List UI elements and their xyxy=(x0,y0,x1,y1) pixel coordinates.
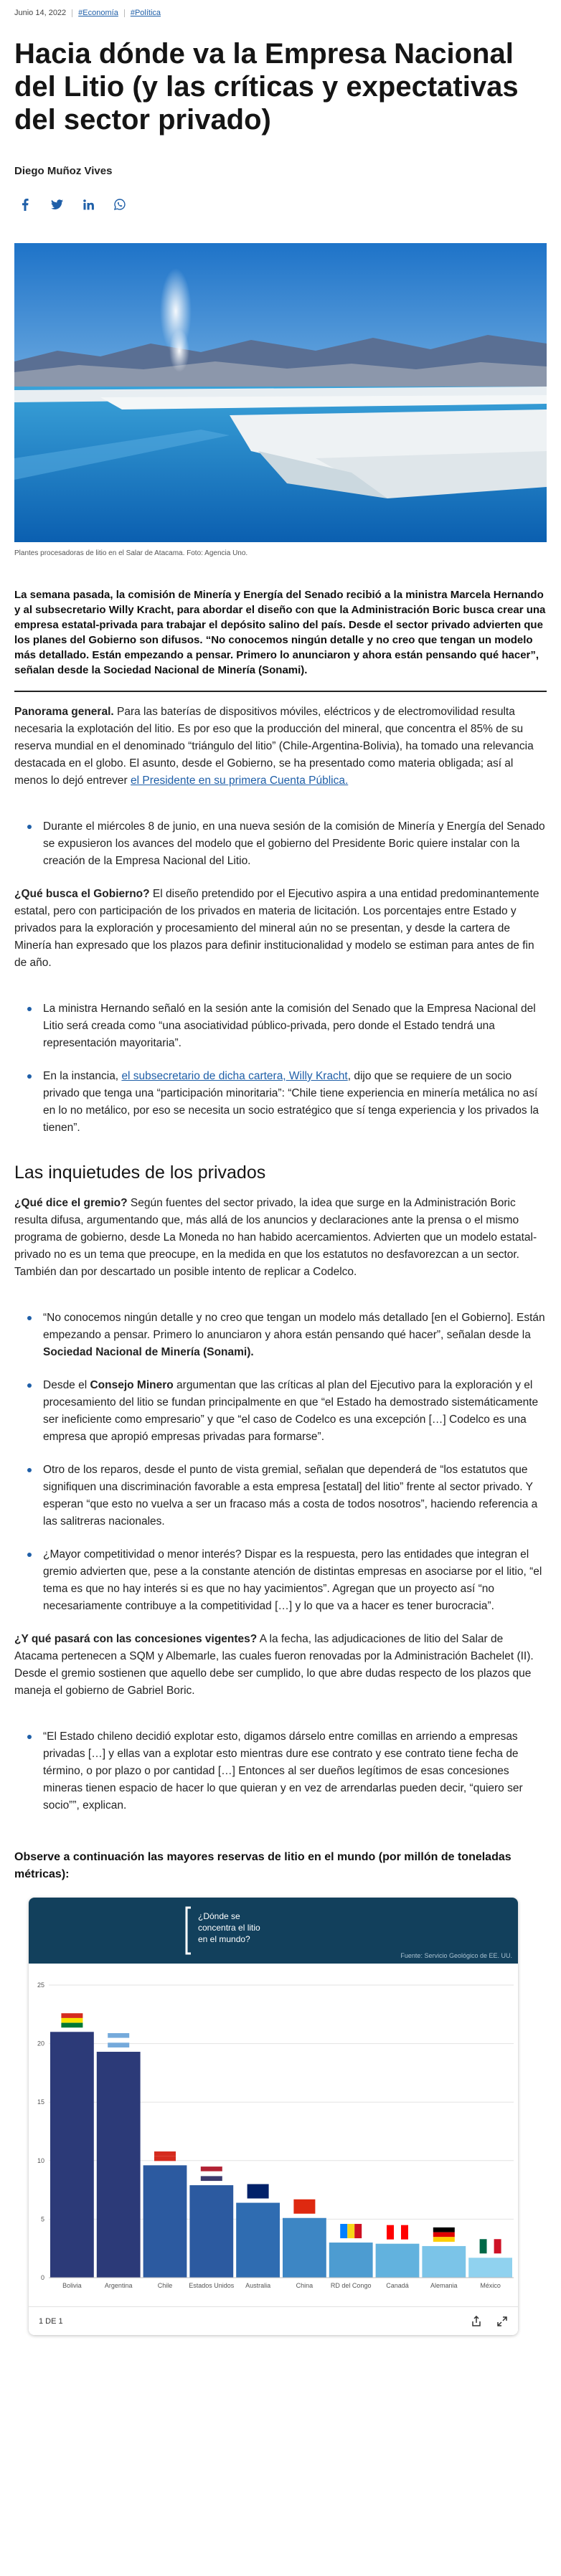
y-tick-label: 15 xyxy=(37,2098,44,2106)
chart-heading: Observe a continuación las mayores reservas de litio en el mundo (por millón de toneladas métricas): xyxy=(14,1851,512,1880)
article-meta xyxy=(14,0,547,17)
bullet-list xyxy=(14,1728,547,1814)
bullet-text: argumentan que las críticas al plan del Ejecutivo para la exploración y el procesamiento del litio se fundan principalmente en que “el Estado ha demostrado sistemáticamente ser ineficiente como empresario” y que “el caso de Codelco es una excepción […] Codelco es una empresa que apropió empresas privadas para formarse”. xyxy=(43,1379,539,1443)
bullet-item xyxy=(43,1546,547,1615)
x-tick-label: Argentina xyxy=(104,2282,133,2289)
y-tick-label: 5 xyxy=(40,2215,44,2223)
flag-stripe xyxy=(494,2239,501,2253)
facebook-icon[interactable] xyxy=(19,198,32,211)
subsecretario-link[interactable]: el subsecretario de dicha cartera, Willy Kracht xyxy=(121,1070,348,1082)
flag-stripe xyxy=(401,2225,408,2240)
linkedin-icon[interactable] xyxy=(82,198,95,211)
flag-stripe xyxy=(248,2184,269,2199)
paragraph-text: Para las baterías de dispositivos móviles, eléctricos y de electromovilidad resulta necesaria la explotación del litio. Es por eso que la producción del mineral, que concentra el 85% de su reserva mundial en el denominado “triángulo del litio” (Chile-Argentina-Bolivia), ha tomado una relevancia destacada en el globo. El asunto, desde el Gobierno, se ha presentado como materia obligada; así al menos lo dejó entrever xyxy=(14,706,534,787)
x-tick-label: Alemania xyxy=(430,2282,458,2289)
x-tick-label: RD del Congo xyxy=(330,2282,372,2289)
bullet-text: La ministra Hernando señaló en la sesión ante la comisión del Senado que la Empresa Nacional del Litio será creada como “una asociatividad público-privada, pero donde el Estado tendrá una representación mayoritaria”. xyxy=(43,1003,536,1049)
flag-stripe xyxy=(394,2225,401,2240)
y-tick-label: 0 xyxy=(40,2274,44,2281)
flag-stripe xyxy=(61,2018,82,2023)
flag-stripe xyxy=(201,2176,222,2181)
share-icon[interactable] xyxy=(471,2316,482,2327)
flag-stripe xyxy=(108,2033,129,2038)
x-tick-label: Canadá xyxy=(386,2282,409,2289)
paragraph-gremio xyxy=(14,1195,547,1281)
flag-stripe xyxy=(201,2167,222,2172)
x-tick-label: China xyxy=(296,2282,314,2289)
chart-title-line: en el mundo? xyxy=(198,1934,250,1944)
y-tick-label: 10 xyxy=(37,2156,44,2164)
flag-stripe xyxy=(293,2199,315,2214)
paragraph-panorama xyxy=(14,704,547,790)
flag-stripe xyxy=(61,2013,82,2018)
x-tick-label: Australia xyxy=(245,2282,271,2289)
salar-photo xyxy=(14,243,547,542)
bullet-item xyxy=(43,1000,547,1052)
flag-stripe xyxy=(354,2224,362,2238)
bullet-item xyxy=(43,1377,547,1446)
bullet-text: ¿Mayor competitividad o menor interés? Dispar es la respuesta, pero las entidades que integran el gremio advierten que, pese a la constante atención de distintas empresas en asociarse por el litio, “el tema es que no hay interés si es que no hay yacimientos”. Agregan que un proyecto así “no necesariamente contribuye a la competitividad […] y lo que va a hacer es tener burocracia”. xyxy=(43,1548,542,1612)
chart-footer xyxy=(29,2306,518,2335)
hero-caption: Plantes procesadoras de litio en el Salar de Atacama. Foto: Agencia Uno. xyxy=(14,549,248,557)
flag-stripe xyxy=(433,2237,455,2242)
bar-rd-del-congo xyxy=(329,2243,373,2278)
paragraph-concesiones xyxy=(14,1631,547,1700)
bar-chile xyxy=(143,2165,187,2278)
tag-politica[interactable]: #Política xyxy=(130,9,161,17)
flag-stripe xyxy=(201,2172,222,2177)
lead-divider xyxy=(14,691,547,692)
bullet-item: Durante el miércoles 8 de junio, en una nueva sesión de la comisión de Minería y Energía del Senado se expusieron los avances del modelo que el gobierno del Presidente Boric quiere instalar con la creación de la Empresa Nacional del Litio. xyxy=(43,818,547,870)
chart-actions xyxy=(471,2316,508,2327)
publish-date: Junio 14, 2022 xyxy=(14,9,67,17)
lithium-reserves-chart xyxy=(29,1898,518,2306)
author-name[interactable]: Diego Muñoz Vives xyxy=(14,165,113,177)
bar-china xyxy=(283,2218,326,2278)
flag-stripe xyxy=(433,2232,455,2238)
y-tick-label: 25 xyxy=(37,1981,44,1989)
paragraph-text: Según fuentes del sector privado, la idea que surge en la Administración Boric resulta difusa, argumentando que, más allá de los anuncios y declaraciones ante la prensa o el mismo programa de gobierno, desde La Moneda no han habido acercamientos. Advierten que un modelo estatal-privado no es un tema que preocupe, en la medida en que los estatutos no desfavorezcan a un sector. También dan por descartado un posible intento de replicar a Codelco. xyxy=(14,1197,537,1278)
bar-bolivia xyxy=(50,2032,94,2278)
bar-estados-unidos xyxy=(189,2185,233,2278)
y-tick-label: 20 xyxy=(37,2040,44,2047)
chart-card[interactable] xyxy=(29,1898,518,2335)
paragraph-text: A la fecha, las adjudicaciones de litio del Salar de Atacama pertenecen a SQM y Albemarle, las cuales fueron renovadas por la Administración Bachelet (II). Desde el gremio sostienen que aquello debe ser cumplido, lo que abre dudas respecto de los plazos que maneja el gobierno de Gabriel Boric. xyxy=(14,1633,534,1697)
whatsapp-icon[interactable] xyxy=(113,198,126,211)
paragraph-label: ¿Qué dice el gremio? xyxy=(14,1197,128,1209)
flag-stripe xyxy=(154,2151,176,2156)
article-lead: La semana pasada, la comisión de Minería y Energía del Senado recibió a la ministra Marcela Hernando y al subsecretario Willy Kracht, para abordar el diseño con que la Administración Boric busca crear una empresa estatal-privada para trabajar el depósito salino del país. Desde el sector privado advierten que los planes del Gobierno son difusos. “No conocemos ningún detalle y no creo que tengan un modelo más detallado. Están empezando a pensar. Primero lo anunciaron y ahora están pensando qué hacer”, señalan desde la Sociedad Nacional de Minería (Sonami). xyxy=(14,589,546,676)
bullet-text: Desde el xyxy=(43,1379,90,1391)
flag-stripe xyxy=(480,2239,487,2253)
tag-economia[interactable]: #Economía xyxy=(78,9,118,17)
page-bottom-spacer xyxy=(14,2335,547,2357)
twitter-icon[interactable] xyxy=(50,198,63,211)
bullet-text: , dijo que se requiere de un socio privado que tenga una “participación minoritaria”: “Chile tiene experiencia en minería metálica no así en lo no metálico, por eso se necesita un socio estratégico que sí tenga experiencia y los privados la tienen”. xyxy=(43,1070,539,1134)
flag-stripe xyxy=(61,2023,82,2028)
bullet-text: Otro de los reparos, desde el punto de vista gremial, señalan que dependerá de “los estatutos que signifiquen una discriminación favorable a esta empresa [estatal] del litio” frente al sector privado. Y esperan “que esto no vuelva a ser un fracaso más a costa de todos nosotros”, haciendo referencia a las salitreras nacionales. xyxy=(43,1464,538,1528)
flag-stripe xyxy=(108,2042,129,2047)
hero-image xyxy=(14,243,547,542)
bullet-list xyxy=(14,1310,547,1615)
x-tick-label: Estados Unidos xyxy=(189,2282,235,2289)
flag-stripe xyxy=(387,2225,394,2240)
fullscreen-icon[interactable] xyxy=(496,2316,508,2327)
bullet-bold: Consejo Minero xyxy=(90,1379,174,1391)
x-tick-label: Bolivia xyxy=(62,2282,82,2289)
flag-stripe xyxy=(154,2146,176,2151)
flag-stripe xyxy=(487,2239,494,2253)
bar-canadá xyxy=(376,2244,420,2278)
meta-divider xyxy=(124,9,125,17)
x-tick-label: Chile xyxy=(157,2282,173,2289)
bullet-text: “No conocemos ningún detalle y no creo que tengan un modelo más detallado [en el Gobierno]. Están empezando a pensar. Primero lo anunciaron y ahora están pensando qué hacer”, señalan desde la xyxy=(43,1312,545,1341)
bullet-bold: Sociedad Nacional de Minería (Sonami). xyxy=(43,1346,254,1358)
bullet-item xyxy=(43,1068,547,1137)
x-tick-label: México xyxy=(480,2282,501,2289)
chart-source: Fuente: Servicio Geológico de EE. UU. xyxy=(400,1952,512,1959)
bar-méxico xyxy=(468,2258,512,2278)
chart-title-line: ¿Dónde se xyxy=(198,1911,240,1921)
paragraph-label: ¿Qué busca el Gobierno? xyxy=(14,888,150,900)
bar-alemania xyxy=(422,2246,466,2278)
flag-stripe xyxy=(347,2224,354,2238)
paragraph-label: Panorama general. xyxy=(14,706,114,718)
flag-stripe xyxy=(154,2156,176,2161)
bullet-item: “El Estado chileno decidió explotar esto, digamos dárselo entre comillas en arriendo a empresas privadas […] y ellas van a explotar esto mientras dure ese contrato y ese contrato tiene fecha de término, o por plazo o por cantidad […] Entonces al ser dueños legítimos de esas concesiones mineras tienen espacio de hacer lo que quieran y en vez de arrendarlas pueden decir, “quiero ser socio””, explican. xyxy=(43,1728,547,1814)
bullet-list xyxy=(14,818,547,870)
bar-australia xyxy=(236,2203,280,2278)
bar-argentina xyxy=(97,2052,141,2278)
share-bar xyxy=(14,197,547,212)
bullet-text: En la instancia, xyxy=(43,1070,122,1082)
cuenta-publica-link[interactable]: el Presidente en su primera Cuenta Pública. xyxy=(130,775,349,787)
paragraph-label: ¿Y qué pasará con las concesiones vigentes? xyxy=(14,1633,258,1645)
chart-title-line: concentra el litio xyxy=(198,1923,260,1933)
section-heading: Las inquietudes de los privados xyxy=(14,1162,266,1183)
bullet-list xyxy=(14,1000,547,1137)
bullet-item xyxy=(43,1310,547,1361)
bullet-item xyxy=(43,1462,547,1530)
paragraph-gobierno xyxy=(14,886,547,972)
article-title: Hacia dónde va la Empresa Nacional del Litio (y las críticas y expectativas del sector privado) xyxy=(14,38,519,136)
flag-stripe xyxy=(108,2038,129,2043)
page-indicator: 1 DE 1 xyxy=(39,2316,63,2326)
flag-stripe xyxy=(340,2224,347,2238)
flag-stripe xyxy=(433,2227,455,2232)
paragraph-text: El diseño pretendido por el Ejecutivo aspira a una entidad predominantemente estatal, pero con participación de los privados en materia de licitación. Los porcentajes entre Estado y privados para la exploración y procesamiento del mineral aún no se presentan, y desde la cartera de Minería han expresado que los plazos para definir institucionalidad y modelo se estiman para antes de fin de año. xyxy=(14,888,539,969)
